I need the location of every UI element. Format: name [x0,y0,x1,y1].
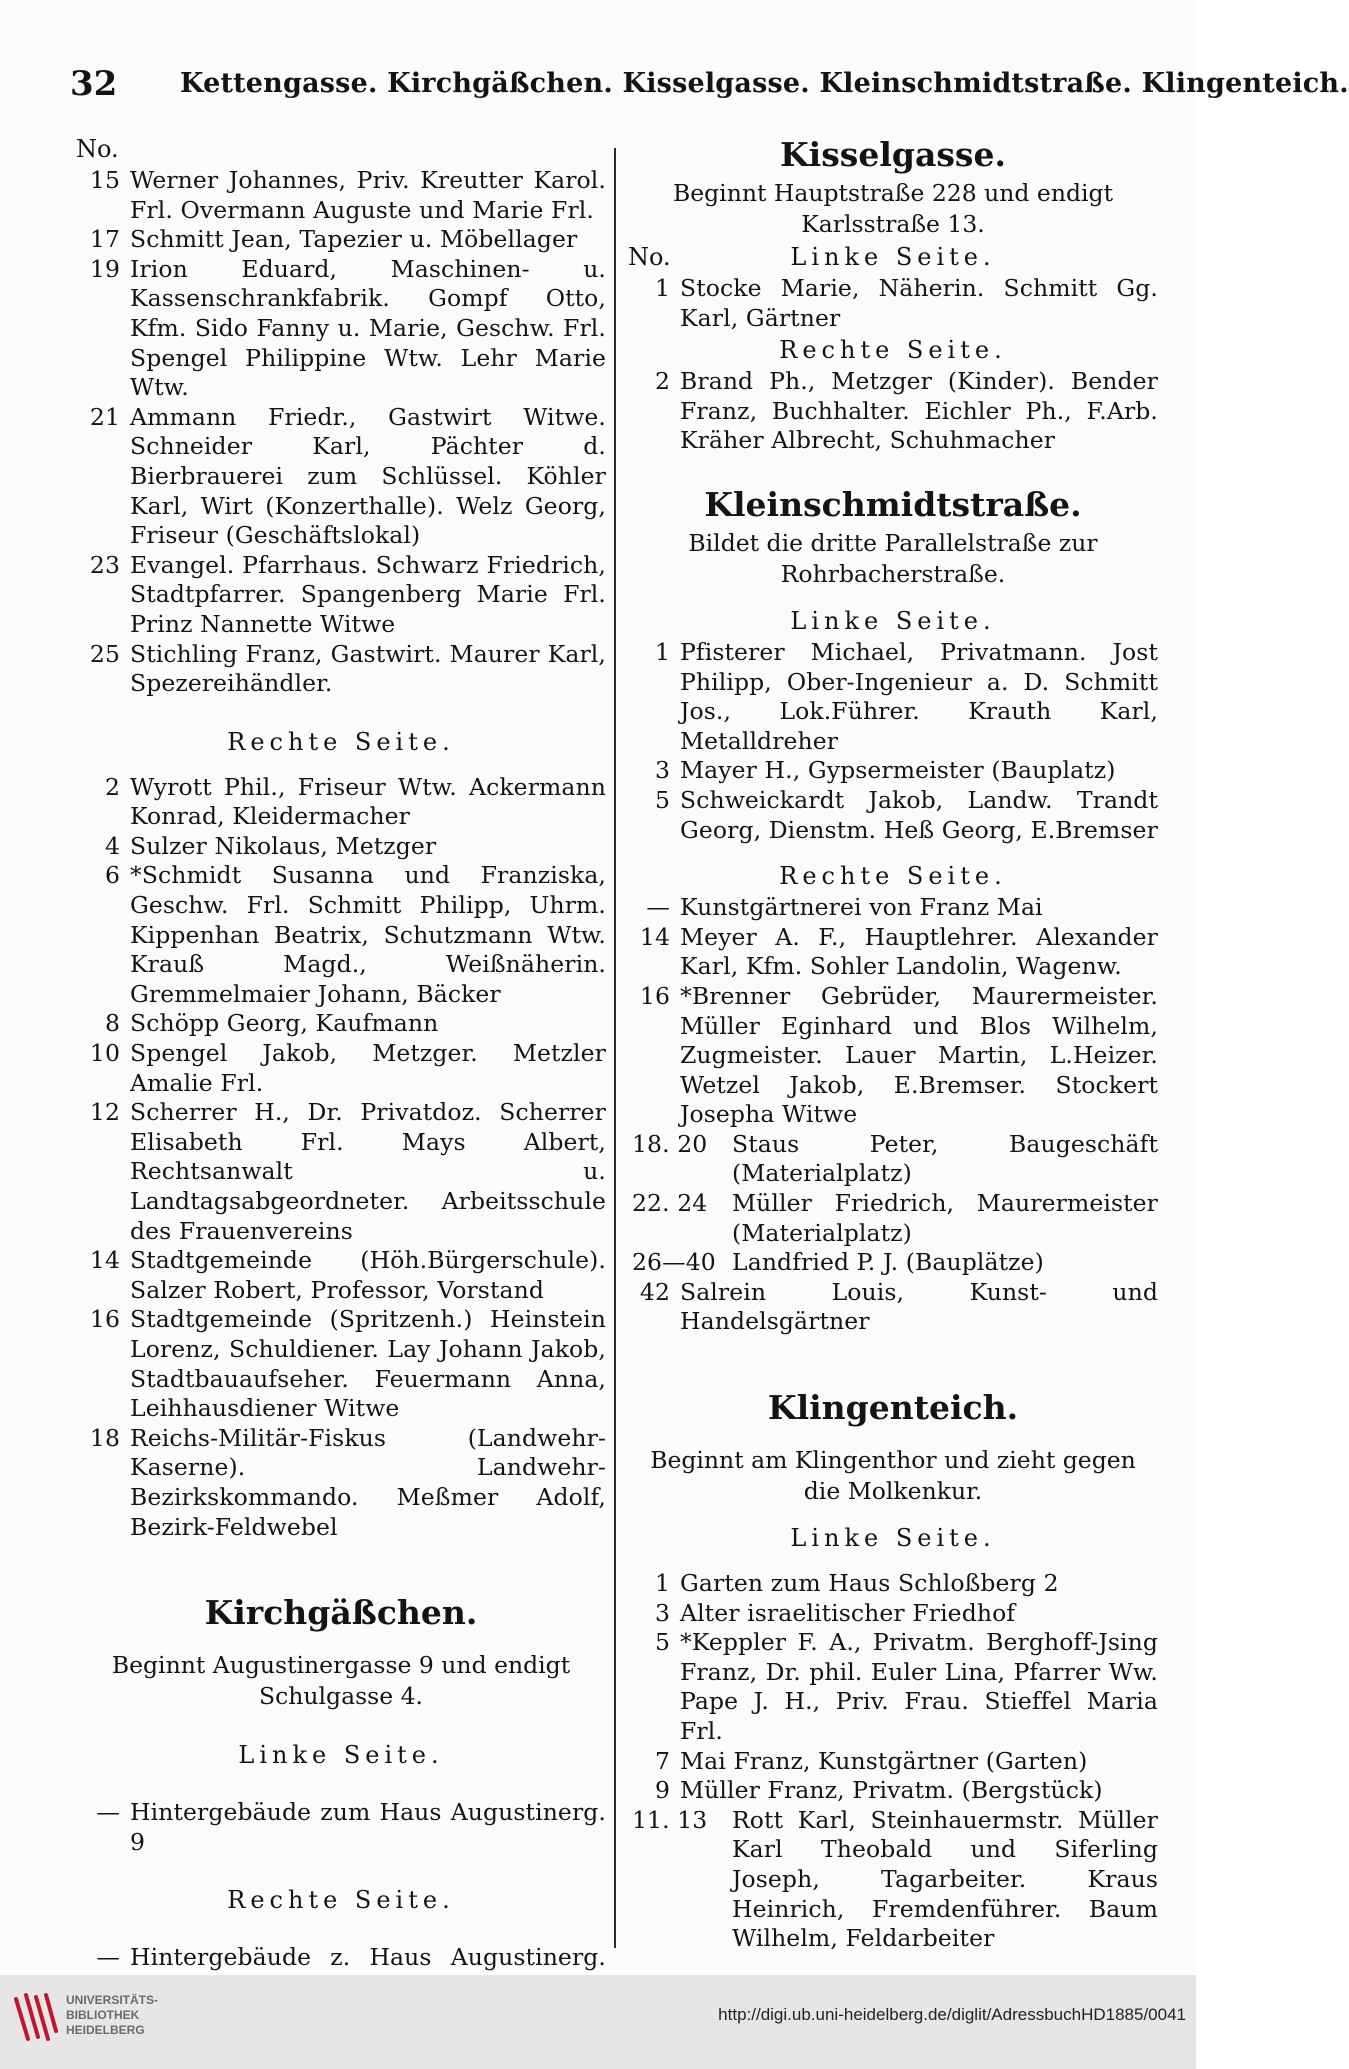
house-number: 6 [104,861,120,890]
address-entry [628,1189,1158,1248]
address-entry [628,893,1158,923]
resident-text: Stadtgemeinde (Spritzenh.) Heinstein Lorenz, Schuldiener. Lay Johann Jakob, Stadtbauaufseher. Feuermann Anna, Leihhausdiener Witwe [130,1305,606,1423]
section-intro-kirchgaesschen: Beginnt Augustinergasse 9 und endigt Schulgasse 4. [111,1651,571,1711]
kleinschmidtstrasse-right-list [628,893,1158,1337]
resident-text: Müller Friedrich, Maurermeister (Materialplatz) [732,1189,1158,1247]
house-number: — [96,1943,120,1972]
side-label-linke: Linke Seite. [790,606,996,635]
resident-text: Müller Franz, Privatm. (Bergstück) [680,1776,1103,1805]
address-entry [628,1569,1158,1599]
library-logo-icon [10,1991,62,2045]
resident-text: Pfisterer Michael, Privatmann. Jost Philipp, Ober-Ingenieur a. D. Schmitt Jos., Lok.Führer. Krauth Karl, Metalldreher [680,637,1158,755]
number-column-label: No. [628,243,671,271]
house-number: 7 [654,1746,670,1775]
house-number: 1 [654,1569,670,1598]
house-number: 14 [639,922,670,951]
address-entry [628,786,1158,845]
address-entry [628,1130,1158,1189]
address-entry [76,225,606,255]
house-number: 16 [639,981,670,1010]
address-entry [628,982,1158,1130]
right-column [628,132,1158,1954]
resident-text: Rott Karl, Steinhauermstr. Müller Karl Theobald und Siferling Joseph, Tagarbeiter. Kraus Heinrich, Fremdenführer. Baum Wilhelm, Feldarbeiter [732,1805,1158,1953]
resident-text: Schmitt Jean, Tapezier u. Möbellager [130,225,578,254]
section-title-kleinschmidtstrasse: Kleinschmidtstraße. [704,484,1082,524]
address-entry [76,1246,606,1305]
resident-text: Scherrer H., Dr. Privatdoz. Scherrer Elisabeth Frl. Mays Albert, Rechtsanwalt u. Landtagsabgeordneter. Arbeitsschule des Frauenvereins [130,1098,606,1245]
address-entry [628,1806,1158,1954]
address-entry [628,923,1158,982]
kleinschmidtstrasse-left-list [628,638,1158,845]
house-number: 19 [89,254,120,283]
resident-text: Schweickardt Jakob, Landw. Trandt Georg, Dienstm. Heß Georg, E.Bremser [680,785,1158,844]
address-entry [628,638,1158,756]
library-logo-text [66,1993,158,2038]
footer-bar [0,1975,1196,2069]
resident-text: Irion Eduard, Maschinen- u. Kassenschrankfabrik. Gompf Otto, Kfm. Sido Fanny u. Marie, Geschw. Frl. Spengel Philippine Wtw. Lehr Marie Wtw. [130,254,606,402]
house-number: 1 [654,637,670,666]
address-entry [628,1628,1158,1746]
section-intro-kisselgasse: Beginnt Hauptstraße 228 und endigt Karlsstraße 13. [672,179,1114,238]
house-number: 2 [654,367,670,396]
logo-line: HEIDELBERG [66,2023,145,2037]
resident-text: Mayer H., Gypsermeister (Bauplatz) [680,756,1116,785]
house-number: 3 [654,756,670,785]
kettengasse-right-list [76,773,606,1542]
number-column-label: No. [76,135,119,163]
resident-text: Salrein Louis, Kunst- und Handelsgärtner [680,1277,1158,1336]
resident-text: Staus Peter, Baugeschäft (Materialplatz) [732,1129,1158,1188]
address-entry [628,756,1158,786]
house-number: 18. 20 [632,1129,708,1158]
side-label-linke: Linke Seite. [790,1524,996,1553]
section-intro-kleinschmidtstrasse: Bildet die dritte Parallelstraße zur Rohrbacherstraße. [688,528,1098,588]
address-entry [628,1248,1158,1278]
address-entry [76,1798,606,1857]
house-number: 42 [639,1277,670,1306]
resident-text: Stocke Marie, Näherin. Schmitt Gg. Karl, Gärtner [680,274,1158,332]
house-number: — [646,893,670,922]
resident-text: *Schmidt Susanna und Franziska, Geschw. Frl. Schmitt Philipp, Uhrm. Kippenhan Beatrix, Schutzmann Wtw. Krauß Magd., Weißnäherin. Gremmelmaier Johann, Bäcker [130,861,606,1008]
address-entry [76,640,606,699]
page-number: 32 [70,64,118,104]
resident-text: Brand Ph., Metzger (Kinder). Bender Franz, Buchhalter. Eichler Ph., F.Arb. Kräher Albrecht, Schuhmacher [680,367,1158,455]
address-entry [76,255,606,403]
running-head: Kettengasse. Kirchgäßchen. Kisselgasse. Kleinschmidtstraße. Klingenteich. [180,68,1349,99]
house-number: 18 [89,1423,120,1452]
house-number: — [96,1798,120,1827]
logo-line: BIBLIOTHEK [66,2008,140,2022]
house-number: 5 [654,785,670,814]
klingenteich-left-list [628,1569,1158,1954]
resident-text: Stadtgemeinde (Höh.Bürgerschule). Salzer Robert, Professor, Vorstand [130,1246,606,1304]
column-divider [614,148,616,1948]
address-entry [76,1009,606,1039]
house-number: 1 [654,274,670,302]
house-number: 17 [89,225,120,254]
resident-text: Alter israelitischer Friedhof [680,1598,1016,1627]
kirchgaesschen-left-list [76,1798,606,1857]
address-entry [76,1424,606,1542]
resident-text: Sulzer Nikolaus, Metzger [130,831,437,860]
house-number: 26—40 [632,1248,716,1277]
house-number: 10 [89,1039,120,1068]
address-entry [76,773,606,832]
side-label-rechte: Rechte Seite. [227,727,455,756]
address-entry [628,367,1158,456]
house-number: 4 [104,831,120,860]
house-number: 5 [654,1628,670,1657]
resident-text: Meyer A. F., Hauptlehrer. Alexander Karl, Kfm. Sohler Landolin, Wagenw. [680,922,1158,981]
house-number: 15 [89,166,120,194]
house-number: 8 [104,1009,120,1038]
address-entry [628,1599,1158,1629]
address-entry [76,1039,606,1098]
address-entry [76,1098,606,1246]
side-label-linke: Linke Seite. [790,243,996,271]
section-title-kisselgasse: Kisselgasse. [779,135,1006,174]
page-header [70,60,1349,108]
resident-text: *Keppler F. A., Privatm. Berghoff-Jsing Franz, Dr. phil. Euler Lina, Pfarrer Ww. Pape J. H., Priv. Frau. Stieffel Maria Frl. [680,1628,1158,1745]
section-title-kirchgaesschen: Kirchgäßchen. [204,1593,478,1633]
house-number: 21 [89,402,120,431]
address-entry [628,1278,1158,1337]
resident-text: Wyrott Phil., Friseur Wtw. Ackermann Konrad, Kleidermacher [130,772,606,831]
address-entry [76,1305,606,1423]
address-entry [76,832,606,862]
source-url-link[interactable]: http://digi.ub.uni-heidelberg.de/diglit/AdressbuchHD1885/0041 [718,2005,1186,2024]
resident-text: Evangel. Pfarrhaus. Schwarz Friedrich, Stadtpfarrer. Spangenberg Marie Frl. Prinz Nannette Witwe [130,550,606,638]
resident-text: Reichs-Militär-Fiskus (Landwehr-Kaserne). Landwehr-Bezirkskommando. Meßmer Adolf, Bezirk-Feldwebel [130,1423,606,1541]
resident-text: *Brenner Gebrüder, Maurermeister. Müller Eginhard und Blos Wilhelm, Zugmeister. Lauer Martin, L.Heizer. Wetzel Jakob, E.Bremser. Stockert Josepha Witwe [680,981,1158,1129]
resident-text: Garten zum Haus Schloßberg 2 [680,1569,1059,1598]
address-entry [76,861,606,1009]
house-number: 22. 24 [632,1189,708,1218]
house-number: 3 [654,1598,670,1627]
section-intro-klingenteich: Beginnt am Klingenthor und zieht gegen die Molkenkur. [650,1446,1136,1506]
house-number: 11. 13 [632,1805,708,1834]
resident-text: Landfried P. J. (Bauplätze) [732,1248,1044,1277]
address-entry [628,1747,1158,1777]
resident-text: Mai Franz, Kunstgärtner (Garten) [680,1746,1088,1775]
logo-line: UNIVERSITÄTS- [66,1993,159,2007]
address-entry [628,1776,1158,1806]
address-entry [76,166,606,225]
house-number: 9 [654,1776,670,1805]
house-number: 2 [104,772,120,801]
resident-text: Stichling Franz, Gastwirt. Maurer Karl, Spezereihändler. [130,639,606,698]
side-label-rechte: Rechte Seite. [779,336,1007,365]
house-number: 12 [89,1098,120,1127]
address-entry [628,274,1158,333]
resident-text: Hintergebäude z. Haus Augustinerg. [130,1943,606,1972]
house-number: 25 [89,639,120,668]
resident-text: Hintergebäude zum Haus Augustinerg. 9 [130,1798,606,1856]
address-entry [76,551,606,640]
side-label-rechte: Rechte Seite. [227,1886,455,1915]
kisselgasse-left-list [628,274,1158,333]
section-title-klingenteich: Klingenteich. [767,1388,1019,1428]
house-number: 16 [89,1305,120,1334]
side-label-linke: Linke Seite. [238,1741,444,1770]
resident-text: Schöpp Georg, Kaufmann [130,1009,439,1038]
house-number: 14 [89,1246,120,1275]
house-number: 23 [89,550,120,579]
resident-text: Werner Johannes, Priv. Kreutter Karol. Frl. Overmann Auguste und Marie Frl. [130,166,606,224]
resident-text: Kunstgärtnerei von Franz Mai [680,893,1043,922]
resident-text: Ammann Friedr., Gastwirt Witwe. Schneider Karl, Pächter d. Bierbrauerei zum Schlüssel. Köhler Karl, Wirt (Konzerthalle). Welz Georg, Friseur (Geschäftslokal) [130,402,606,550]
side-label-rechte: Rechte Seite. [779,862,1007,891]
kettengasse-left-list [76,166,606,699]
left-column [76,132,606,2003]
resident-text: Spengel Jakob, Metzger. Metzler Amalie Frl. [130,1039,606,1097]
address-entry [76,403,606,551]
kisselgasse-right-list [628,367,1158,456]
